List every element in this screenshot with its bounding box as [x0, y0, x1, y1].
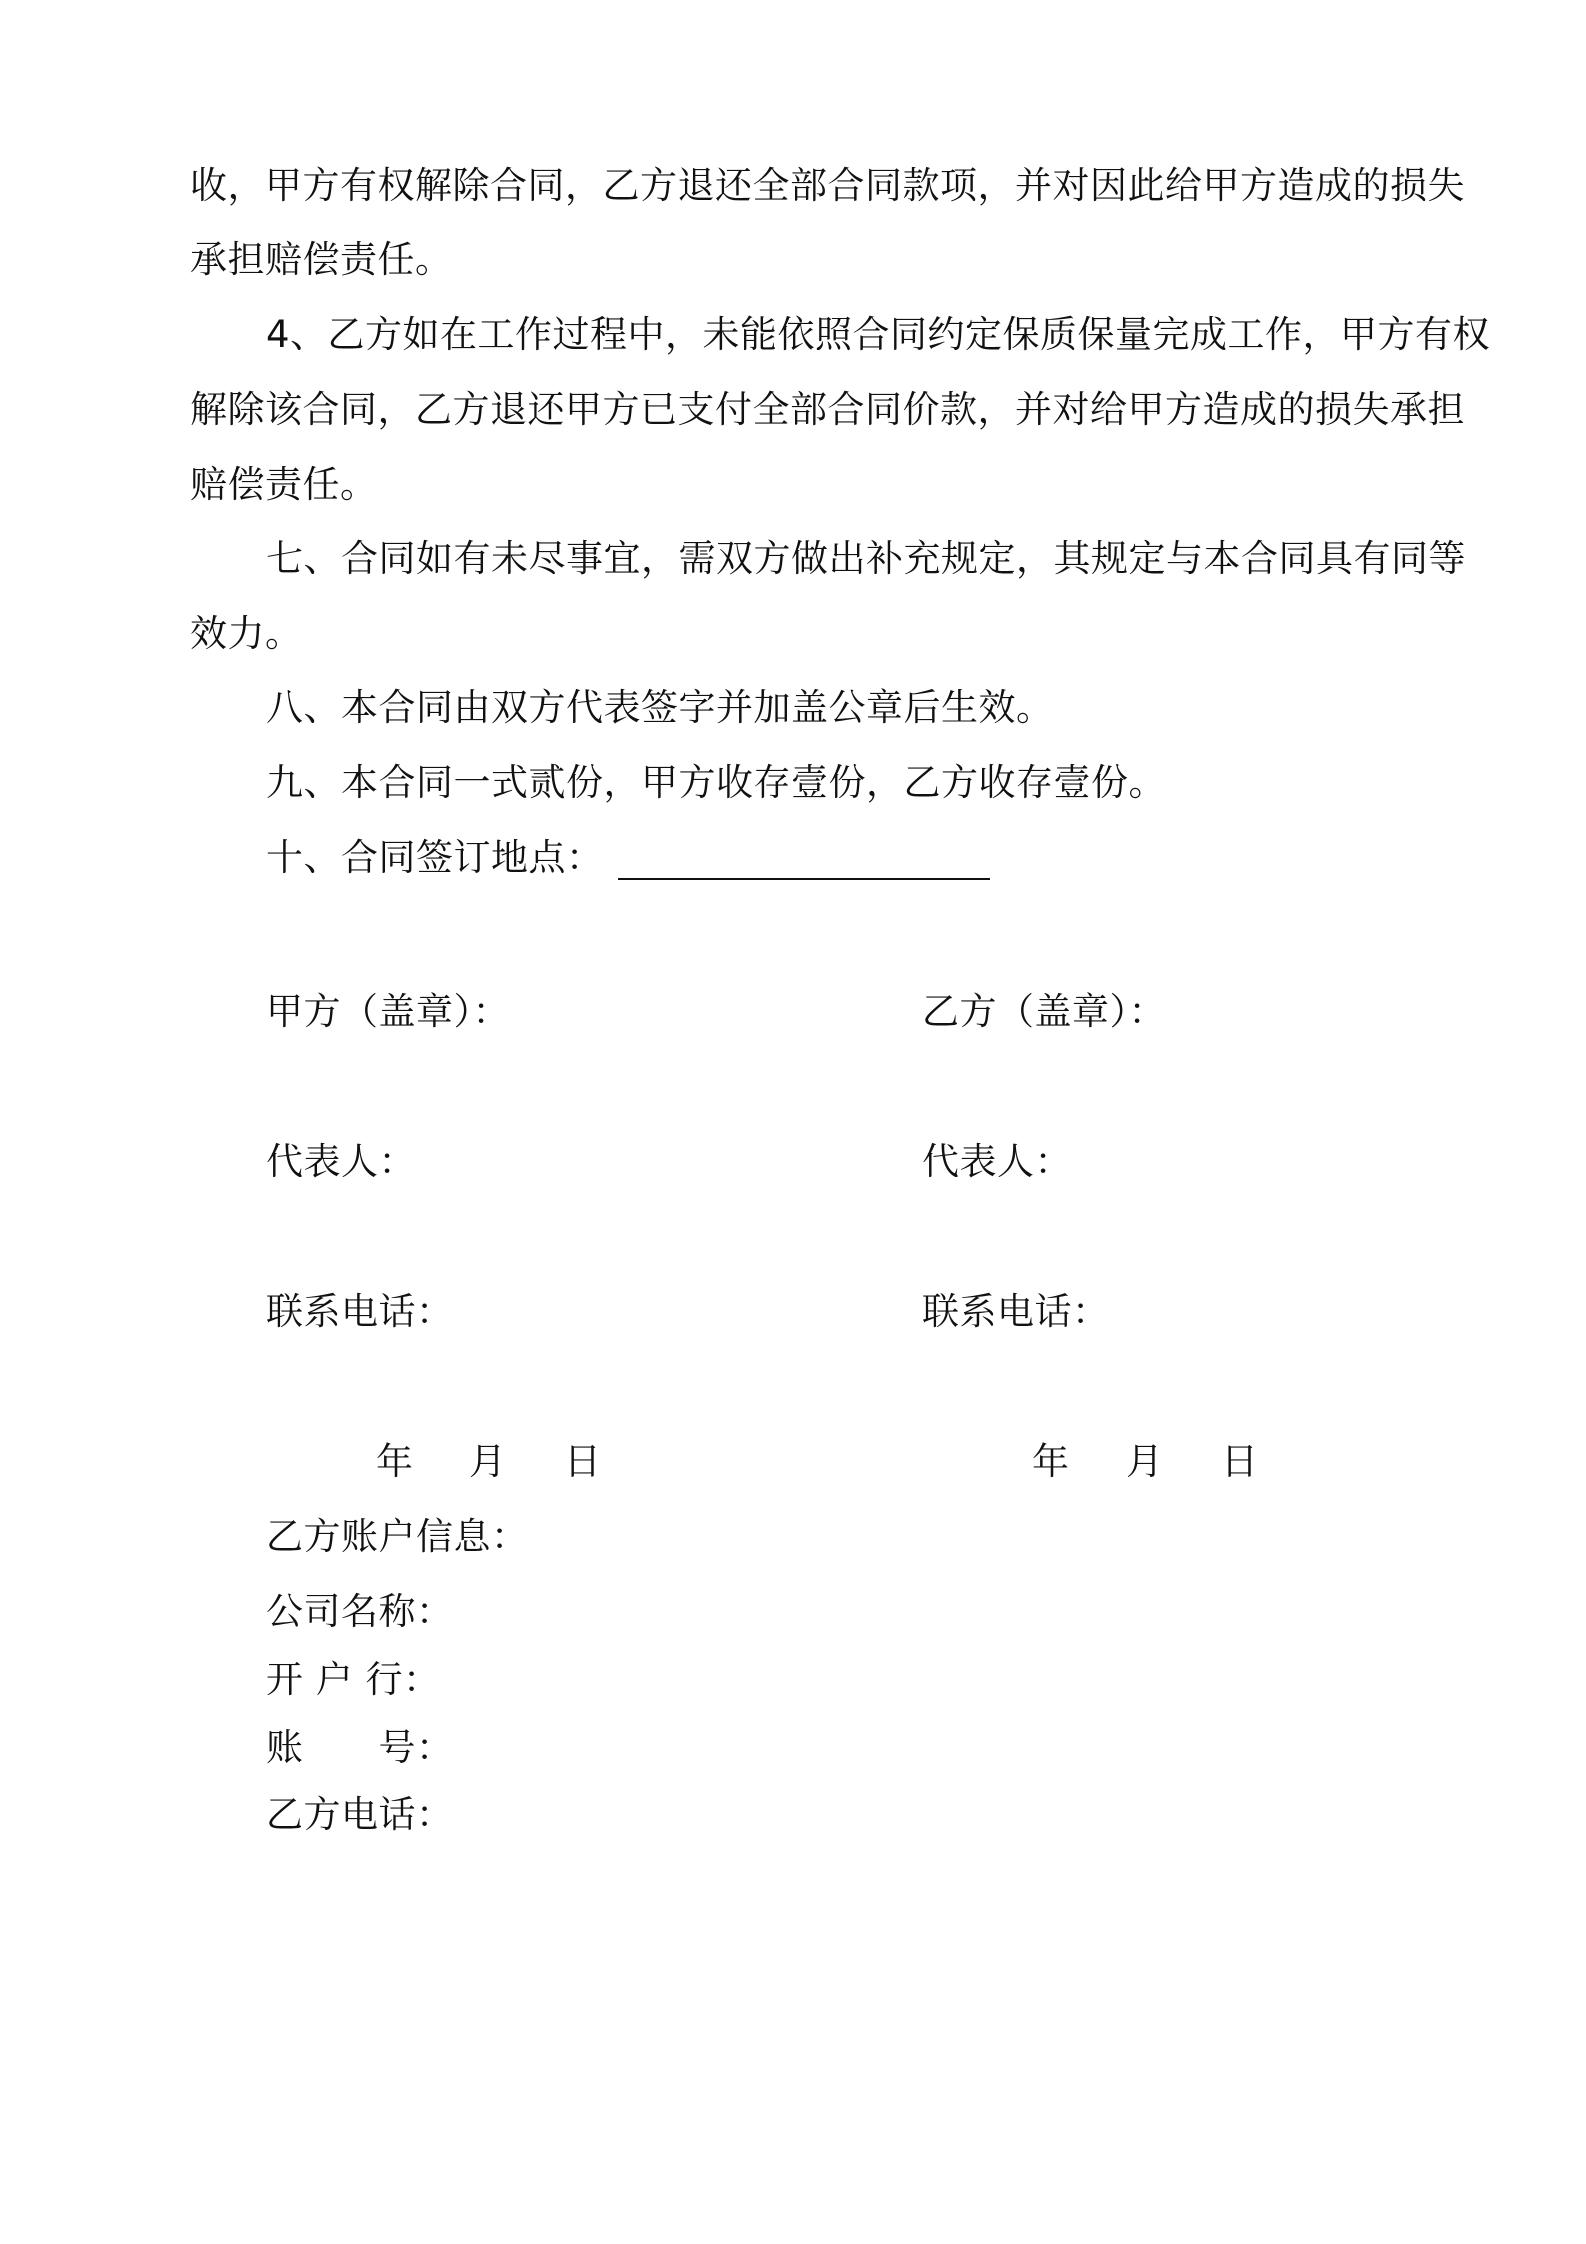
company-name-label: 公司名称： [266, 1590, 454, 1633]
clause-4-line: 4、乙方如在工作过程中，未能依照合同约定保质保量完成工作，甲方有权 [266, 313, 1491, 356]
party-a-date-day: 日 [564, 1440, 601, 1483]
party-b-contact-phone-label: 乙方电话： [266, 1793, 454, 1836]
clause-9: 九、本合同一式贰份，甲方收存壹份，乙方收存壹份。 [266, 761, 1166, 804]
clause-10 [266, 836, 990, 880]
clause-7-line: 七、合同如有未尽事宜，需双方做出补充规定，其规定与本合同具有同等 [266, 537, 1466, 580]
paragraph-line: 承担赔偿责任。 [190, 238, 453, 281]
party-a-date-year: 年 [376, 1440, 413, 1483]
paragraph-line: 赔偿责任。 [190, 463, 378, 506]
party-b-seal-label: 乙方（盖章）： [922, 990, 1166, 1033]
party-a-seal-label: 甲方（盖章）： [266, 990, 510, 1033]
paragraph-line: 收，甲方有权解除合同，乙方退还全部合同款项，并对因此给甲方造成的损失 [190, 164, 1465, 207]
party-a-date-month: 月 [469, 1440, 506, 1483]
clause-8: 八、本合同由双方代表签字并加盖公章后生效。 [266, 686, 1054, 729]
party-a-representative-label: 代表人： [266, 1140, 416, 1183]
bank-label: 开 户 行： [266, 1658, 441, 1701]
signing-location-blank [618, 848, 990, 880]
party-b-date-day: 日 [1221, 1440, 1258, 1483]
account-info-heading: 乙方账户信息： [266, 1515, 529, 1558]
party-a-phone-label: 联系电话： [266, 1290, 454, 1333]
signing-location-label: 十、合同签订地点： [266, 836, 604, 879]
paragraph-line: 效力。 [190, 612, 303, 655]
account-number-label: 账 号： [266, 1726, 454, 1769]
party-b-representative-label: 代表人： [922, 1140, 1072, 1183]
party-b-date-year: 年 [1032, 1440, 1069, 1483]
party-b-date-month: 月 [1126, 1440, 1163, 1483]
paragraph-line: 解除该合同，乙方退还甲方已支付全部合同价款，并对给甲方造成的损失承担 [190, 388, 1465, 431]
party-b-phone-label: 联系电话： [922, 1290, 1110, 1333]
